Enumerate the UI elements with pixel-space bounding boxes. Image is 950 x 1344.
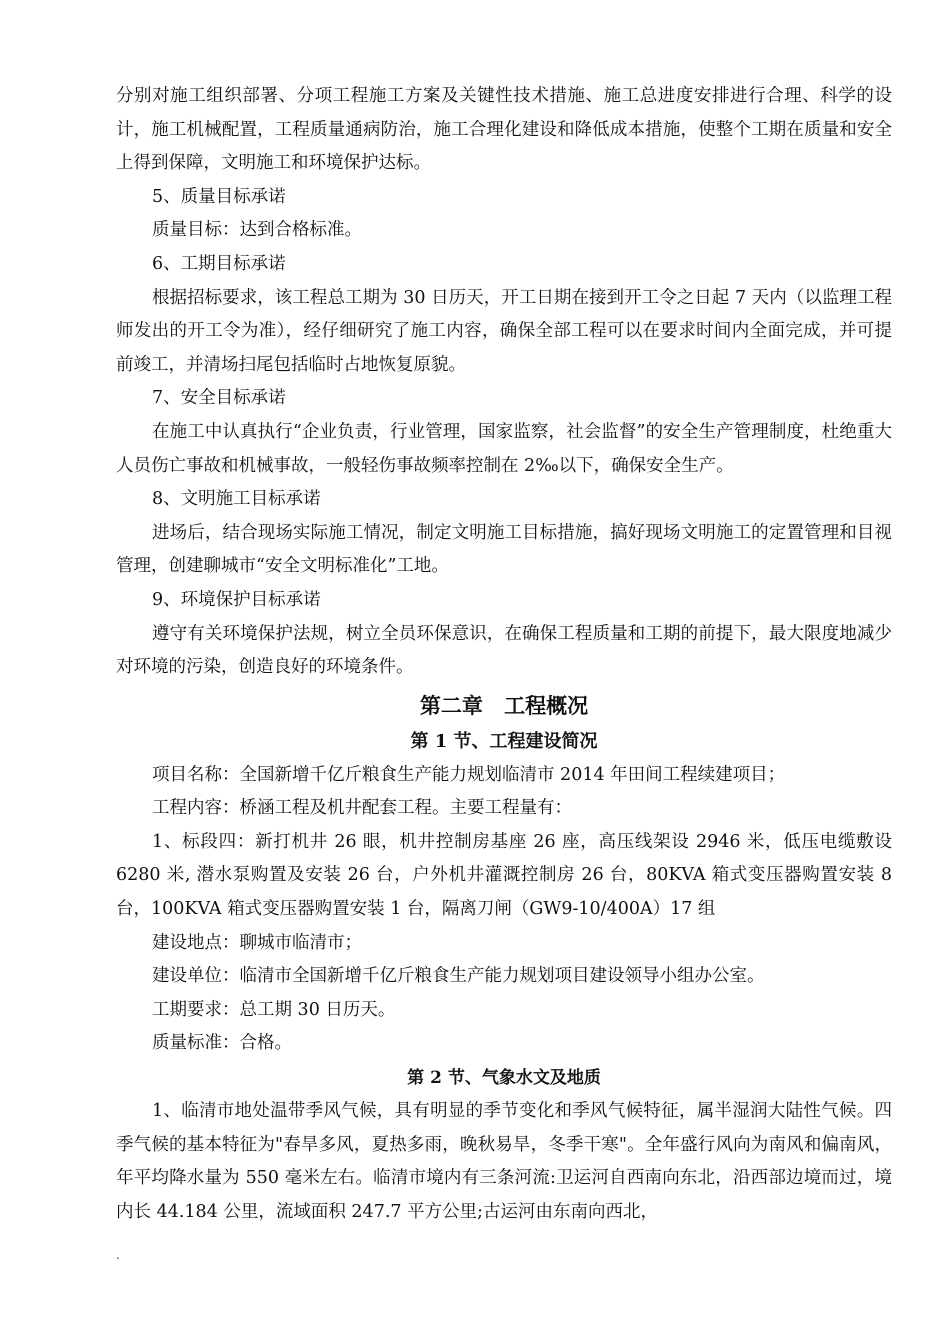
document-page	[116, 80, 892, 1229]
chapter-title: 第二章 工程概况	[419, 692, 589, 718]
heading-safety-goal: 7、安全目标承诺	[152, 388, 286, 409]
section-1-title: 第 1 节、工程建设简况	[410, 730, 598, 752]
heading-civilized-construction-goal: 8、文明施工目标承诺	[152, 489, 321, 510]
paragraph-environment-goal: 遵守有关环境保护法规，树立全员环保意识，在确保工程质量和工期的前提下，最大限度地减少对环境的污染，创造良好的环境条件。	[116, 623, 892, 678]
paragraph-quality-goal: 质量目标：达到合格标准。	[152, 220, 362, 241]
climate-paragraph: 1、临清市地处温带季风气候，具有明显的季节变化和季风气候特征，属半湿润大陆性气候。四季气候的基本特征为"春旱多风，夏热多雨，晚秋易旱，冬季干寒"。全年盛行风向为南风和偏南风，年平均降水量为 550 毫米左右。临清市境内有三条河流:卫运河自西南向东北，沿西部边境而过，境内长 44.184 公里，流域面积 247.7 平方公里;古运河由东南向西北，	[116, 1101, 892, 1222]
paragraph-safety-goal: 在施工中认真执行“企业负责，行业管理，国家监察，社会监督”的安全生产管理制度，杜绝重大人员伤亡事故和机械事故，一般轻伤事故频率控制在 2‰以下，确保安全生产。	[116, 421, 892, 476]
heading-environment-goal: 9、环境保护目标承诺	[152, 589, 321, 610]
construction-unit: 建设单位：临清市全国新增千亿斤粮食生产能力规划项目建设领导小组办公室。	[152, 966, 765, 987]
project-name: 项目名称：全国新增千亿斤粮食生产能力规划临清市 2014 年田间工程续建项目；	[152, 764, 786, 785]
heading-quality-goal: 5、质量目标承诺	[152, 186, 286, 207]
lot-four-scope: 1、标段四：新打机井 26 眼，机井控制房基座 26 座，高压线架设 2946 米，低压电缆敷设 6280 米, 潜水泵购置及安装 26 台，户外机井灌溉控制房 26 台，80KVA 箱式变压器购置安装 8 台，100KVA 箱式变压器购置安装 1 台，隔离刀闸（GW9-10/400A）17 组	[116, 831, 892, 920]
quality-standard: 质量标准：合格。	[152, 1033, 292, 1054]
heading-schedule-goal: 6、工期目标承诺	[152, 253, 286, 274]
schedule-requirement: 工期要求：总工期 30 日历天。	[152, 999, 396, 1020]
construction-site: 建设地点：聊城市临清市；	[152, 932, 362, 953]
section-2-title: 第 2 节、气象水文及地质	[407, 1068, 601, 1089]
paragraph-intro: 分别对施工组织部署、分项工程施工方案及关键性技术措施、施工总进度安排进行合理、科学的设计，施工机械配置，工程质量通病防治，施工合理化建设和降低成本措施，使整个工期在质量和安全上得到保障，文明施工和环境保护达标。	[116, 86, 892, 174]
paragraph-schedule-goal: 根据招标要求，该工程总工期为 30 日历天，开工日期在接到开工令之日起 7 天内（以监理工程师发出的开工令为准），经仔细研究了施工内容，确保全部工程可以在要求时间内全面完成，并可提前竣工，并清场扫尾包括临时占地恢复原貌。	[116, 287, 892, 375]
paragraph-civilized-construction-goal: 进场后，结合现场实际施工情况，制定文明施工目标措施，搞好现场文明施工的定置管理和目视管理，创建聊城市“安全文明标准化”工地。	[116, 522, 892, 577]
project-content: 工程内容：桥涵工程及机井配套工程。主要工程量有：	[152, 798, 572, 819]
footer-dot: .	[116, 1248, 120, 1262]
